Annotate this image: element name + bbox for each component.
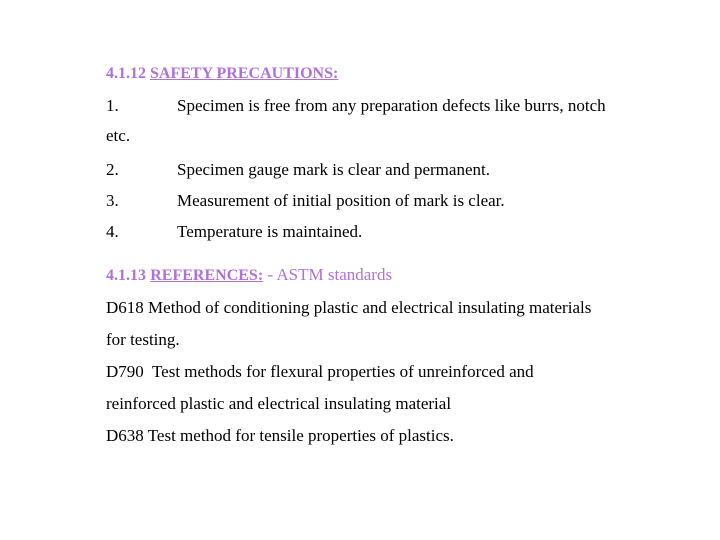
safety-section-number: 4.1.12 bbox=[106, 65, 146, 82]
safety-item-2-number: 2. bbox=[106, 160, 119, 179]
safety-item-2-text: Specimen gauge mark is clear and permanent. bbox=[177, 160, 490, 179]
references-section-title: REFERENCES: bbox=[150, 267, 264, 284]
safety-section-title: SAFETY PRECAUTIONS: bbox=[150, 65, 339, 82]
reference-line-5: D638 Test method for tensile properties of plastics. bbox=[106, 426, 454, 445]
safety-item-4-number: 4. bbox=[106, 222, 119, 241]
references-heading bbox=[106, 265, 392, 286]
safety-item-1-text: Specimen is free from any preparation defects like burrs, notch bbox=[177, 96, 606, 115]
references-subtitle: - ASTM standards bbox=[263, 265, 393, 284]
safety-item-3 bbox=[106, 191, 505, 211]
reference-line-3: D790 Test methods for flexural properties of unreinforced and bbox=[106, 362, 534, 381]
safety-item-4 bbox=[106, 222, 362, 242]
safety-item-3-text: Measurement of initial position of mark is clear. bbox=[177, 191, 505, 210]
safety-item-1 bbox=[106, 96, 606, 116]
safety-item-3-number: 3. bbox=[106, 191, 119, 210]
reference-line-2: for testing. bbox=[106, 330, 180, 349]
safety-heading bbox=[106, 64, 338, 84]
reference-line-1: D618 Method of conditioning plastic and electrical insulating materials bbox=[106, 298, 592, 317]
safety-item-4-text: Temperature is maintained. bbox=[177, 222, 363, 241]
safety-item-1-number: 1. bbox=[106, 96, 119, 115]
references-section-number: 4.1.13 bbox=[106, 267, 146, 284]
safety-item-2 bbox=[106, 160, 490, 180]
reference-line-4: reinforced plastic and electrical insulating material bbox=[106, 394, 452, 413]
safety-item-1-continuation: etc. bbox=[106, 126, 131, 145]
